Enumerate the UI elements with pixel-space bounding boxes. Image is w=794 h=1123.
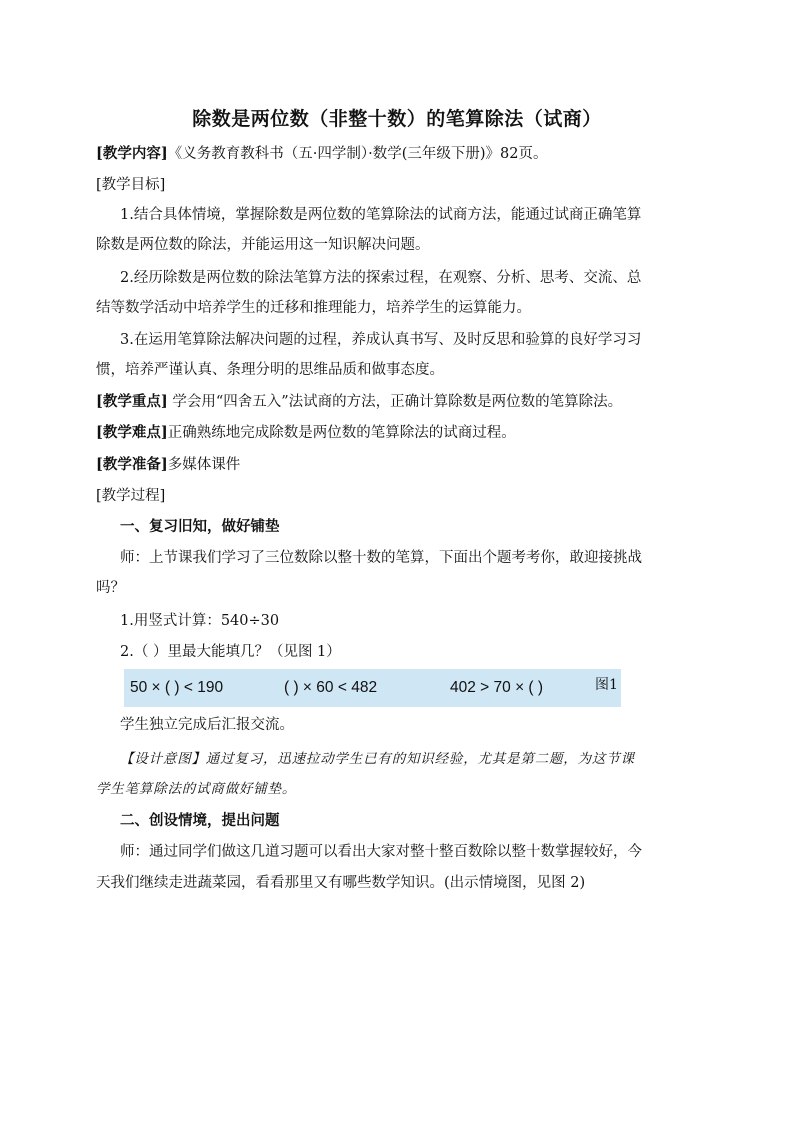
teaching-key-text: 学会用“四舍五入”法试商的方法，正确计算除数是两位数的笔算除法。 [172, 394, 623, 410]
section-2-paragraph-line-2: 天我们继续走进蔬菜园，看看那里又有哪些数学知识。(出示情境图，见图 2) [96, 875, 586, 891]
section-1-paragraph-line-1: 师：上节课我们学习了三位数除以整十数的笔算，下面出个题考考你，敢迎接挑战 [120, 550, 642, 566]
teaching-difficulty-tag: [教学难点] [96, 424, 168, 441]
teaching-difficulty-text: 正确熟练地完成除数是两位数的笔算除法的试商过程。 [167, 425, 516, 441]
goal-1-line-1: 1.结合具体情境，掌握除数是两位数的笔算除法的试商方法，能通过试商正确笔算 [120, 207, 642, 223]
section-2-paragraph-line-1: 师：通过同学们做这几道习题可以看出大家对整十整百数除以整十数掌握较好，今 [120, 844, 642, 860]
teaching-content-line [96, 144, 547, 164]
goal-3-line-1: 3.在运用笔算除法解决问题的过程，养成认真书写、及时反思和验算的良好学习习 [120, 332, 642, 348]
teaching-content-text: 《义务教育教科书（五·四学制）·数学(三年级下册)》82页。 [167, 146, 548, 162]
teaching-prep-tag: [教学准备] [96, 456, 168, 473]
goal-2-line-1: 2.经历除数是两位数的除法笔算方法的探索过程，在观察、分析、思考、交流、总 [120, 270, 642, 286]
teaching-goals-tag: [教学目标] [96, 177, 166, 193]
document-title: 除数是两位数（非整十数）的笔算除法（试商） [192, 108, 602, 130]
question-2: 2.（ ）里最大能填几？（见图 1） [120, 644, 341, 660]
teaching-prep-line [96, 455, 240, 475]
section-1-after-text: 学生独立完成后汇报交流。 [120, 717, 294, 733]
equation-1: 50 × ( ) < 190 [130, 679, 224, 696]
teaching-content-tag: [教学内容] [96, 145, 168, 162]
teaching-key-tag: [教学重点] [96, 393, 168, 410]
equation-2: ( ) × 60 < 482 [284, 679, 378, 696]
goal-1-line-2: 除数是两位数的除法，并能运用这一知识解决问题。 [96, 237, 430, 253]
section-1-paragraph-line-2: 吗？ [96, 580, 125, 596]
question-1: 1.用竖式计算：540÷30 [120, 613, 280, 629]
equation-3: 402 > 70 × ( ) [450, 679, 544, 696]
figure-1-label: 图1 [595, 677, 618, 693]
figure-1-equation-box [124, 669, 621, 707]
teaching-key-line [96, 392, 622, 412]
design-intent-line-2: 学生笔算除法的试商做好铺垫。 [96, 781, 297, 797]
teaching-prep-text: 多媒体课件 [167, 457, 241, 473]
teaching-difficulty-line [96, 423, 516, 443]
section-1-heading: 一、复习旧知，做好铺垫 [120, 518, 280, 535]
goal-3-line-2: 惯，培养严谨认真、条理分明的思维品质和做事态度。 [96, 362, 444, 378]
teaching-process-tag: [教学过程] [96, 488, 166, 504]
goal-2-line-2: 结等数学活动中培养学生的迁移和推理能力，培养学生的运算能力。 [96, 300, 531, 316]
design-intent-line-1: 【设计意图】通过复习，迅速拉动学生已有的知识经验，尤其是第二题，为这节课 [120, 751, 635, 767]
section-2-heading: 二、创设情境，提出问题 [120, 812, 280, 829]
